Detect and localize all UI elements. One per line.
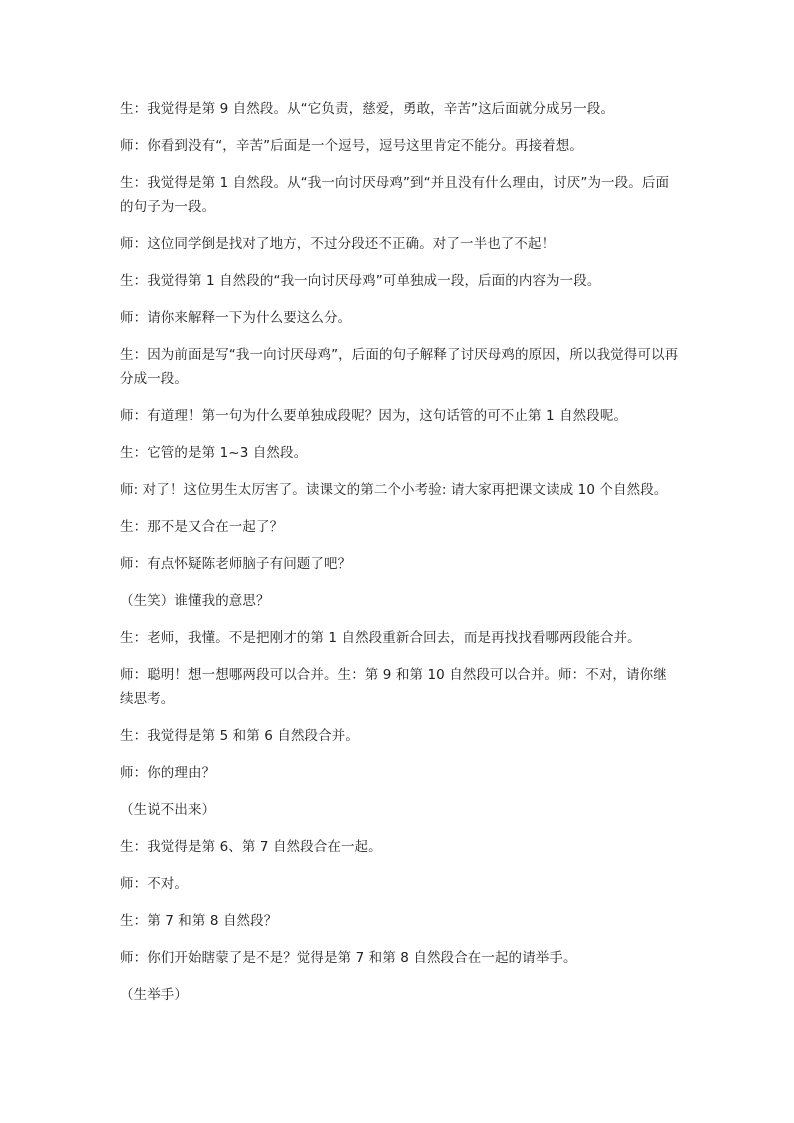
paragraph: 师：你们开始瞎蒙了是不是？觉得是第 7 和第 8 自然段合在一起的请举手。 bbox=[120, 950, 577, 966]
paragraph: 生：因为前面是写“我一向讨厌母鸡”，后面的句子解释了讨厌母鸡的原因，所以我觉得可以再分成一段。 bbox=[120, 347, 679, 387]
paragraph: 师：有点怀疑陈老师脑子有问题了吧？ bbox=[120, 556, 352, 572]
paragraph: 师：不对。 bbox=[120, 876, 188, 892]
paragraph: 师：你的理由？ bbox=[120, 765, 216, 781]
paragraph: 生：第 7 和第 8 自然段？ bbox=[120, 913, 278, 929]
paragraph: 师：聪明！想一想哪两段可以合并。生：第 9 和第 10 自然段可以合并。师：不对，请你继续思考。 bbox=[120, 667, 667, 707]
paragraph: 师：这位同学倒是找对了地方，不过分段还不正确。对了一半也了不起！ bbox=[120, 236, 556, 252]
paragraph: 生：老师，我懂。不是把刚才的第 1 自然段重新合回去，而是再找找看哪两段能合并。 bbox=[120, 630, 641, 646]
paragraph: 生：我觉得是第 1 自然段。从“我一向讨厌母鸡”到“并且没有什么理由，讨厌”为一段。后面的句子为一段。 bbox=[120, 175, 670, 215]
paragraph: （生说不出来） bbox=[120, 802, 216, 818]
paragraph: 生：我觉得是第 9 自然段。从“它负责，慈爱，勇敢，辛苦”这后面就分成另一段。 bbox=[120, 101, 615, 117]
paragraph: 师: 对了！这位男生太厉害了。读课文的第二个小考验: 请大家再把课文读成 10 个自然段。 bbox=[120, 482, 668, 498]
paragraph: （生笑）谁懂我的意思？ bbox=[120, 593, 270, 609]
paragraph: 生：我觉得是第 6、第 7 自然段合在一起。 bbox=[120, 839, 382, 855]
paragraph: 生：我觉得第 1 自然段的“我一向讨厌母鸡”可单独成一段，后面的内容为一段。 bbox=[120, 273, 601, 289]
document-body bbox=[120, 97, 680, 1020]
paragraph: 生：我觉得是第 5 和第 6 自然段合并。 bbox=[120, 728, 359, 744]
paragraph: 生：它管的是第 1~3 自然段。 bbox=[120, 445, 308, 461]
paragraph: （生举手） bbox=[120, 987, 188, 1003]
paragraph: 生：那不是又合在一起了？ bbox=[120, 519, 284, 535]
paragraph: 师：你看到没有“，辛苦”后面是一个逗号，逗号这里肯定不能分。再接着想。 bbox=[120, 138, 583, 154]
paragraph: 师：请你来解释一下为什么要这么分。 bbox=[120, 310, 352, 326]
paragraph: 师：有道理！第一句为什么要单独成段呢？因为，这句话管的可不止第 1 自然段呢。 bbox=[120, 408, 628, 424]
